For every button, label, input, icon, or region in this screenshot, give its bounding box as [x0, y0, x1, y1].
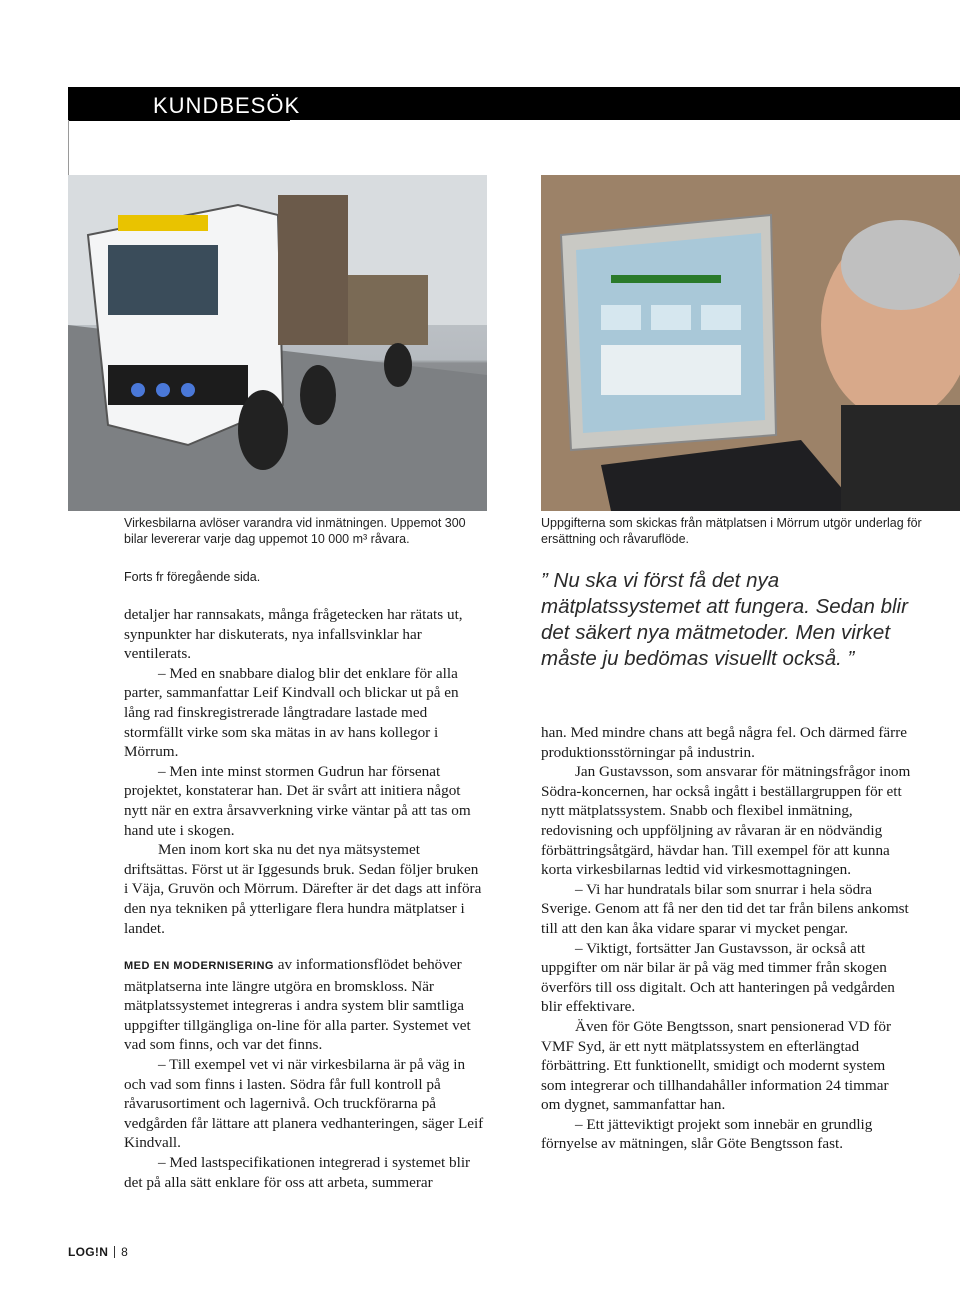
computer-photo — [541, 175, 960, 511]
caption-left: Virkesbilarna avlöser varandra vid inmätningen. Uppemot 300 bilar levererar varje dag uppemot 10 000 m³ råvara. — [124, 516, 466, 546]
right-column — [541, 723, 911, 1154]
paragraph: – Med en snabbare dialog blir det enklare för alla parter, sammanfattar Leif Kindvall och blickar ut på en lång rad finskregistrerade långtradare lastade med stormfällt virke som ska mätas in av hans kollegor i Mörrum. — [124, 664, 459, 761]
lead-text: av informationsflödet behöver mätplatserna inte längre utgöra en bromskloss. När mätplatssystemet integreras i andra system blir samtliga uppgifter tillgängliga on-line för alla parter. Systemet vet vad som finns, och var det finns. — [124, 956, 471, 1054]
header-rule — [68, 120, 69, 175]
paragraph: Även för Göte Bengtsson, snart pensionerad VD för VMF Syd, är ett nytt mätplatssystem en efterlängtad förbättring. Ett funktionellt, smidigt och modernt system som integrerar och tillhandahåller information 24 timmar om dygnet, sammanfattar han. — [541, 1017, 892, 1114]
paragraph: – Vi har hundratals bilar som snurrar i hela södra Sverige. Genom att få ner den tid det tar från bilens ankomst till att den kan åka vidare sparar vi mycket pengar. — [541, 880, 909, 937]
caption-right: Uppgifterna som skickas från mätplatsen i Mörrum utgör underlag för ersättning och råvaruflöde. — [541, 516, 922, 546]
truck-photo — [68, 175, 487, 511]
footer-separator — [114, 1246, 115, 1258]
left-column — [124, 605, 486, 1192]
paragraph: – Viktigt, fortsätter Jan Gustavsson, är också att uppgifter om när bilar är på väg med timmer från skogen överförs till oss digitalt. Och att hanteringen på vedgården blir effektivare. — [541, 939, 895, 1016]
page-footer — [68, 1245, 128, 1259]
paragraph: Men inom kort ska nu det nya mätsystemet driftsättas. Först ut är Iggesunds bruk. Sedan följer bruken i Väja, Gruvön och Mörrum. Därefter är det dags att införa den nya tekniken på ytterligare flera hundra mätplatser i landet. — [124, 841, 482, 937]
paragraph: – Men inte minst stormen Gudrun har försenat projektet, konstaterar han. Det är svårt att initiera något nytt när en extra årsavverkning virke väntar på att tas om hand ute i skogen. — [124, 762, 471, 839]
paragraph: – Ett jätteviktigt projekt som innebär en grundlig förnyelse av mätningen, slår Göte Bengtsson fast. — [541, 1115, 873, 1153]
paragraph: – Med lastspecifikationen integrerad i systemet blir det på alla sätt enklare för oss att arbeta, summerar — [124, 1154, 471, 1191]
paragraph: han. Med mindre chans att begå några fel. Och därmed färre produktionsstörningar på industrin. — [541, 724, 908, 761]
page-number: 8 — [121, 1245, 128, 1259]
section-title: KUNDBESÖK — [68, 87, 290, 121]
paragraph: detaljer har rannsakats, många frågetecken har rätats ut, synpunkter har diskuterats, nya infallsvinklar har ventilerats. — [124, 606, 463, 663]
computer-illustration — [541, 175, 960, 511]
pull-quote: ” Nu ska vi först få det nya mätplatssystemet att fungera. Sedan blir det säkert nya mätmetoder. Men virket måste ju bedömas visuellt också. ” — [541, 569, 908, 670]
paragraph: Jan Gustavsson, som ansvarar för mätningsfrågor inom Södra-koncernen, har också ingått i beställargruppen för ett nytt mätplatssystem. Snabb och flexibel inmätning, redovisning och uppföljning av råvaran är en nödvändig förbättringsåtgärd, hävdar han. Till exempel för att kunna korta virkesbilarnas ledtid vid virkesmottagningen. — [541, 763, 911, 879]
lead-paragraph — [124, 955, 486, 1055]
brand-logo: LOG!N — [68, 1245, 109, 1259]
continued-note: Forts fr föregående sida. — [124, 570, 261, 584]
lead-in: MED EN MODERNISERING — [124, 960, 274, 973]
truck-illustration — [68, 175, 487, 511]
paragraph: – Till exempel vet vi när virkesbilarna är på väg in och vad som finns i lasten. Södra får full kontroll på råvarusortiment och lagernivå. Och truckförarna på vedgården får lättare att planera vedhanteringen, säger Leif Kindvall. — [124, 1056, 484, 1152]
